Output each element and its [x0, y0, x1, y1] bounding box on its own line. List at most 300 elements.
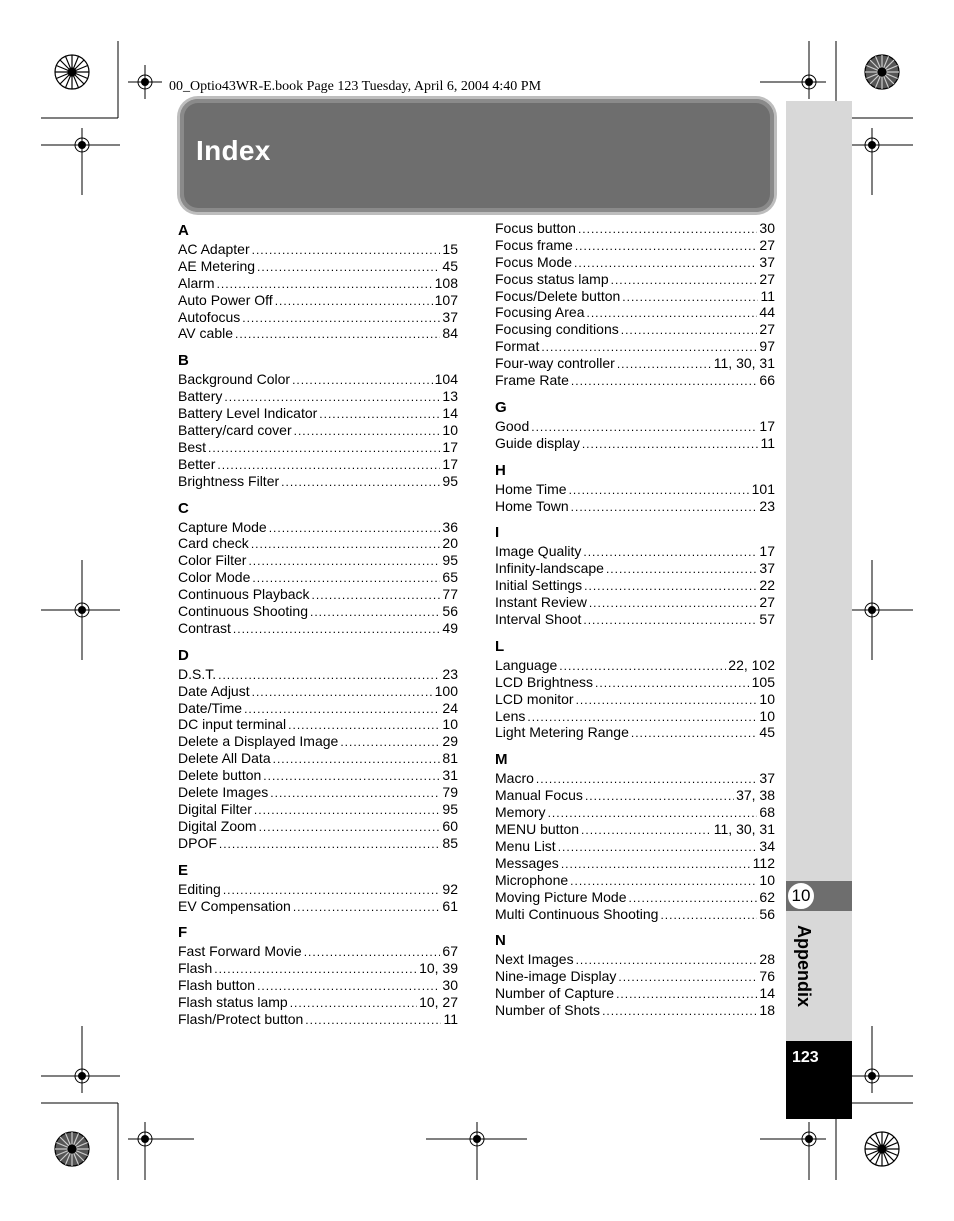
entry-page: 60	[442, 817, 458, 834]
index-entry	[178, 473, 458, 490]
dot-leader	[570, 873, 757, 890]
dot-leader	[559, 658, 726, 675]
dot-leader	[574, 255, 757, 272]
dot-leader	[616, 986, 757, 1003]
entry-term: LCD Brightness	[495, 673, 594, 690]
dot-leader	[595, 675, 750, 692]
entry-term: Infinity-landscape	[495, 560, 604, 577]
dot-leader	[294, 423, 441, 440]
entry-term: Memory	[495, 804, 546, 821]
index-section	[495, 930, 775, 1019]
index-section	[178, 220, 458, 342]
entry-term: Home Town	[495, 497, 569, 514]
entry-page: 56	[442, 603, 458, 620]
entry-page: 17	[442, 455, 458, 472]
dot-leader	[275, 293, 433, 310]
entry-page: 17	[759, 417, 775, 434]
index-entry	[178, 1011, 458, 1028]
section-letter: I	[495, 524, 500, 542]
index-entry	[495, 288, 775, 305]
section-letter: L	[495, 637, 505, 655]
index-entry	[178, 750, 458, 767]
index-entry	[495, 657, 775, 674]
entry-term: Brightness Filter	[178, 472, 280, 489]
entry-term: EV Compensation	[178, 897, 291, 914]
index-entry	[178, 666, 458, 683]
entry-page: 30	[442, 977, 458, 994]
entry-page: 92	[442, 880, 458, 897]
dot-leader	[254, 802, 441, 819]
entry-term: Initial Settings	[495, 577, 583, 594]
index-entry	[178, 275, 458, 292]
index-entry	[495, 855, 775, 872]
entry-term: Alarm	[178, 274, 215, 291]
entry-term: Multi Continuous Shooting	[495, 905, 659, 922]
entry-page: 95	[442, 800, 458, 817]
index-entry	[495, 968, 775, 985]
entry-page: 27	[759, 236, 775, 253]
entry-term: Format	[495, 338, 540, 355]
entry-page: 18	[759, 1002, 775, 1019]
index-entry	[495, 1002, 775, 1019]
index-entry	[495, 577, 775, 594]
entry-page: 97	[759, 338, 775, 355]
entry-term: Contrast	[178, 619, 231, 636]
dot-leader	[310, 604, 440, 621]
dot-leader	[242, 310, 440, 327]
dot-leader	[575, 238, 758, 255]
dot-leader	[569, 482, 750, 499]
entry-page: 36	[442, 518, 458, 535]
entry-term: Focus button	[495, 220, 576, 236]
entry-term: Microphone	[495, 871, 569, 888]
index-entry	[178, 258, 458, 275]
entry-page: 27	[759, 270, 775, 287]
index-entry	[495, 271, 775, 288]
dot-leader	[217, 457, 440, 474]
index-entry	[178, 943, 458, 960]
entry-term: Delete Images	[178, 784, 269, 801]
entry-page: 105	[751, 673, 775, 690]
dot-leader	[263, 768, 440, 785]
entry-term: Light Metering Range	[495, 724, 629, 741]
entry-page: 95	[442, 472, 458, 489]
section-letter: F	[178, 924, 188, 942]
index-entry	[495, 304, 775, 321]
dot-leader	[235, 326, 440, 343]
entry-page: 68	[759, 804, 775, 821]
dot-leader	[584, 578, 757, 595]
entry-page: 85	[442, 834, 458, 851]
entry-term: Number of Shots	[495, 1002, 601, 1019]
section-letter: H	[495, 461, 506, 479]
entry-term: Guide display	[495, 434, 580, 451]
entry-page: 23	[442, 665, 458, 682]
dot-leader	[270, 785, 440, 802]
entry-term: Background Color	[178, 371, 291, 388]
entry-page: 11	[443, 1010, 458, 1027]
entry-term: Delete button	[178, 767, 262, 784]
dot-leader	[606, 561, 757, 578]
dot-leader	[292, 372, 433, 389]
index-entry	[178, 716, 458, 733]
index-entry	[495, 708, 775, 725]
entry-term: Next Images	[495, 951, 574, 968]
section-letter: G	[495, 398, 507, 416]
index-entry	[178, 818, 458, 835]
dot-leader	[581, 822, 712, 839]
chapter-number: 10	[786, 881, 816, 911]
entry-term: Focus status lamp	[495, 270, 609, 287]
entry-page: 11	[760, 287, 775, 304]
entry-term: Focus/Delete button	[495, 287, 621, 304]
dot-leader	[304, 944, 441, 961]
index-entry	[178, 535, 458, 552]
index-entry	[495, 435, 775, 452]
index-entry	[495, 872, 775, 889]
index-entry	[495, 674, 775, 691]
index-section	[495, 460, 775, 515]
dot-leader	[257, 259, 440, 276]
dot-leader	[571, 373, 758, 390]
entry-page: 10	[759, 707, 775, 724]
dot-leader	[558, 839, 758, 856]
file-header-line: 00_Optio43WR-E.book Page 123 Tuesday, April 6, 2004 4:40 PM	[169, 79, 542, 94]
index-entry	[178, 569, 458, 586]
entry-term: Menu List	[495, 837, 556, 854]
entry-page: 14	[442, 405, 458, 422]
entry-term: Digital Filter	[178, 800, 252, 817]
entry-term: Nine-image Display	[495, 968, 617, 985]
entry-page: 37	[442, 308, 458, 325]
entry-page: 29	[442, 733, 458, 750]
page-title: Index	[196, 135, 271, 166]
entry-term: Image Quality	[495, 543, 582, 560]
entry-term: Color Filter	[178, 552, 247, 569]
entry-page: 30	[759, 220, 775, 236]
dot-leader	[288, 717, 440, 734]
index-entry	[178, 994, 458, 1011]
index-entry	[178, 241, 458, 258]
dot-leader	[214, 961, 417, 978]
dot-leader	[561, 856, 751, 873]
entry-term: Frame Rate	[495, 372, 569, 389]
index-entry	[178, 422, 458, 439]
entry-page: 22	[759, 577, 775, 594]
entry-page: 27	[759, 321, 775, 338]
entry-term: Focus Mode	[495, 253, 573, 270]
entry-page: 56	[759, 905, 775, 922]
entry-term: Delete All Data	[178, 750, 271, 767]
index-entry	[178, 519, 458, 536]
index-entry	[495, 611, 775, 628]
entry-term: Battery Level Indicator	[178, 405, 318, 422]
index-entry	[495, 237, 775, 254]
entry-page: 37	[759, 560, 775, 577]
entry-term: Instant Review	[495, 594, 587, 611]
dot-leader	[208, 440, 440, 457]
section-letter: A	[178, 222, 189, 239]
entry-term: Delete a Displayed Image	[178, 733, 339, 750]
index-column-right	[495, 220, 775, 1019]
entry-term: Flash status lamp	[178, 994, 288, 1011]
index-section	[495, 749, 775, 922]
index-section	[178, 645, 458, 852]
dot-leader	[531, 419, 757, 436]
index-entry	[495, 906, 775, 923]
entry-term: Manual Focus	[495, 787, 583, 804]
dot-leader	[252, 242, 441, 259]
entry-term: Four-way controller	[495, 355, 615, 372]
dot-leader	[223, 882, 441, 899]
index-entry	[495, 804, 775, 821]
dot-leader	[273, 751, 441, 768]
entry-page: 17	[759, 543, 775, 560]
entry-page: 49	[442, 619, 458, 636]
index-entry	[178, 552, 458, 569]
entry-page: 37	[759, 253, 775, 270]
entry-term: Number of Capture	[495, 985, 615, 1002]
entry-term: Card check	[178, 535, 249, 552]
dot-leader	[583, 544, 757, 561]
index-entry	[495, 372, 775, 389]
entry-term: Continuous Playback	[178, 586, 310, 603]
entry-page: 44	[759, 304, 775, 321]
entry-term: Color Mode	[178, 569, 251, 586]
index-entry	[495, 355, 775, 372]
entry-term: Flash button	[178, 977, 256, 994]
entry-term: Autofocus	[178, 308, 241, 325]
entry-term: Macro	[495, 770, 534, 787]
dot-leader	[248, 553, 440, 570]
entry-page: 27	[759, 594, 775, 611]
entry-page: 23	[759, 497, 775, 514]
entry-page: 11, 30, 31	[713, 821, 775, 838]
dot-leader	[578, 221, 757, 238]
entry-page: 95	[442, 552, 458, 569]
dot-leader	[224, 389, 440, 406]
dot-leader	[585, 788, 734, 805]
entry-term: Capture Mode	[178, 518, 267, 535]
entry-page: 22, 102	[728, 656, 775, 673]
entry-page: 107	[434, 291, 458, 308]
entry-term: Moving Picture Mode	[495, 888, 627, 905]
dot-leader	[259, 819, 441, 836]
dot-leader	[319, 406, 440, 423]
entry-term: AC Adapter	[178, 241, 250, 257]
entry-page: 10	[442, 422, 458, 439]
dot-leader	[293, 899, 441, 916]
dot-leader	[257, 978, 440, 995]
index-entry	[495, 594, 775, 611]
entry-page: 67	[442, 943, 458, 960]
index-section	[178, 860, 458, 915]
section-letter: E	[178, 861, 189, 879]
section-letter: C	[178, 499, 189, 517]
entry-term: Battery/card cover	[178, 422, 292, 439]
index-entry	[178, 309, 458, 326]
entry-page: 15	[442, 241, 458, 257]
chapter-label	[793, 925, 814, 945]
section-letter: N	[495, 932, 506, 950]
section-letter: M	[495, 751, 508, 769]
dot-leader	[589, 595, 758, 612]
index-entry	[178, 977, 458, 994]
entry-page: 101	[751, 480, 775, 497]
entry-page: 57	[759, 611, 775, 628]
index-entry	[178, 405, 458, 422]
index-entry	[178, 388, 458, 405]
index-entry	[178, 898, 458, 915]
entry-page: 61	[442, 897, 458, 914]
entry-page: 10	[442, 716, 458, 733]
index-entry	[178, 439, 458, 456]
dot-leader	[629, 890, 758, 907]
entry-term: Battery	[178, 388, 223, 405]
dot-leader	[252, 570, 440, 587]
dot-leader	[527, 709, 757, 726]
entry-page: 10, 27	[419, 994, 458, 1011]
entry-term: Focusing conditions	[495, 321, 619, 338]
entry-term: Focus frame	[495, 236, 573, 253]
dot-leader	[281, 474, 440, 491]
index-entry	[495, 724, 775, 741]
index-entry	[495, 481, 775, 498]
dot-leader	[548, 805, 758, 822]
dot-leader	[251, 536, 441, 553]
dot-leader	[244, 701, 440, 718]
entry-term: Date Adjust	[178, 682, 250, 699]
index-entry	[495, 821, 775, 838]
index-entry	[495, 985, 775, 1002]
index-entry	[178, 767, 458, 784]
dot-leader	[582, 436, 759, 453]
entry-page: 62	[759, 888, 775, 905]
index-entry	[178, 292, 458, 309]
index-section	[178, 922, 458, 1027]
entry-page: 100	[434, 682, 458, 699]
index-section	[495, 397, 775, 452]
index-entry	[178, 683, 458, 700]
index-column-left	[178, 220, 458, 1028]
title-banner	[180, 99, 774, 212]
index-entry	[495, 543, 775, 560]
page-number: 123	[792, 1049, 819, 1066]
index-entry	[178, 603, 458, 620]
entry-term: Date/Time	[178, 699, 243, 716]
entry-term: Language	[495, 656, 558, 673]
index-entry	[178, 733, 458, 750]
entry-page: 79	[442, 784, 458, 801]
entry-term: MENU button	[495, 821, 580, 838]
entry-term: Flash	[178, 960, 213, 977]
entry-page: 20	[442, 535, 458, 552]
index-section	[178, 350, 458, 489]
entry-term: LCD monitor	[495, 690, 574, 707]
dot-leader	[631, 725, 758, 742]
entry-page: 11	[760, 434, 775, 451]
entry-term: Good	[495, 417, 530, 434]
dot-leader	[621, 322, 758, 339]
entry-term: Focusing Area	[495, 304, 585, 321]
dot-leader	[611, 272, 758, 289]
dot-leader	[536, 771, 758, 788]
entry-term: AE Metering	[178, 257, 256, 274]
dot-leader	[233, 621, 441, 638]
entry-page: 66	[759, 372, 775, 389]
index-entry	[495, 770, 775, 787]
index-entry	[178, 456, 458, 473]
dot-leader	[618, 969, 757, 986]
dot-leader	[312, 587, 441, 604]
dot-leader	[583, 612, 757, 629]
entry-page: 108	[434, 274, 458, 291]
index-entry	[178, 371, 458, 388]
dot-leader	[541, 339, 757, 356]
dot-leader	[218, 667, 440, 684]
index-entry	[178, 835, 458, 852]
dot-leader	[219, 836, 441, 853]
dot-leader	[217, 276, 433, 293]
entry-term: Interval Shoot	[495, 611, 582, 628]
index-entry	[495, 889, 775, 906]
index-entry	[178, 960, 458, 977]
entry-term: DC input terminal	[178, 716, 287, 733]
section-letter: D	[178, 646, 189, 664]
entry-page: 65	[442, 569, 458, 586]
entry-page: 112	[752, 854, 775, 871]
index-entry	[178, 784, 458, 801]
entry-term: Fast Forward Movie	[178, 943, 302, 960]
entry-page: 11, 30, 31	[713, 355, 775, 372]
index-entry	[178, 620, 458, 637]
index-entry	[495, 787, 775, 804]
dot-leader	[576, 952, 758, 969]
dot-leader	[269, 520, 441, 537]
entry-page: 14	[759, 985, 775, 1002]
entry-page: 17	[442, 438, 458, 455]
index-entry	[495, 560, 775, 577]
entry-page: 84	[442, 325, 458, 342]
index-entry	[178, 700, 458, 717]
entry-page: 10, 39	[419, 960, 458, 977]
dot-leader	[587, 305, 758, 322]
entry-page: 28	[759, 951, 775, 968]
entry-term: Lens	[495, 707, 526, 724]
index-entry	[495, 338, 775, 355]
index-entry	[495, 254, 775, 271]
dot-leader	[660, 907, 757, 924]
dot-leader	[617, 356, 712, 373]
index-entry	[495, 321, 775, 338]
entry-term: Messages	[495, 854, 559, 871]
index-entry	[178, 325, 458, 342]
entry-term: Auto Power Off	[178, 291, 273, 308]
entry-term: DPOF	[178, 834, 217, 851]
index-entry	[178, 881, 458, 898]
entry-page: 77	[442, 586, 458, 603]
index-entry	[495, 951, 775, 968]
entry-term: D.S.T.	[178, 665, 217, 682]
index-section	[495, 522, 775, 627]
entry-page: 10	[759, 871, 775, 888]
entry-page: 24	[442, 699, 458, 716]
dot-leader	[576, 692, 758, 709]
dot-leader	[602, 1003, 757, 1020]
entry-page: 37	[759, 770, 775, 787]
entry-term: Home Time	[495, 480, 567, 497]
index-entry	[495, 838, 775, 855]
